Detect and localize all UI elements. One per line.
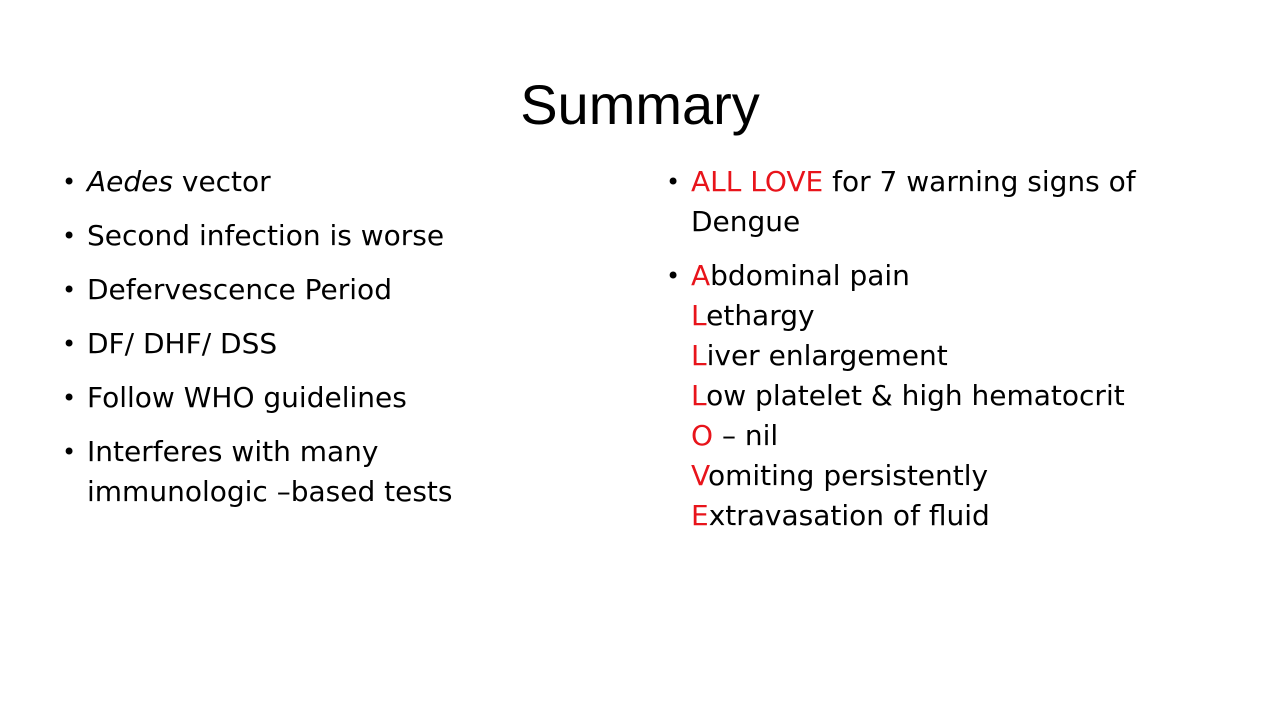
- list-item: [62, 270, 542, 310]
- mnemonic-rest: omiting persistently: [707, 459, 989, 492]
- list-item-text: Defervescence Period: [87, 273, 392, 306]
- list-item-text: DF/ DHF/ DSS: [87, 327, 278, 360]
- list-item-mnemonic: [666, 256, 1186, 536]
- mnemonic-rest: xtravasation of fluid: [708, 499, 990, 532]
- intro-text: for 7 warning signs of Dengue: [691, 165, 1136, 238]
- list-item: [62, 216, 542, 256]
- bullet-icon: •: [62, 384, 77, 412]
- bullet-icon: •: [62, 438, 77, 466]
- mnemonic-rest: – nil: [713, 419, 779, 452]
- list-item-text: Follow WHO guidelines: [87, 381, 407, 414]
- list-item-italic: Aedes: [87, 165, 173, 198]
- mnemonic-line: [691, 416, 1186, 456]
- bullet-icon: •: [62, 222, 77, 250]
- mnemonic-letter: L: [691, 339, 707, 372]
- left-bullet-list: [62, 162, 542, 512]
- bullet-icon: •: [62, 168, 77, 196]
- list-item: [62, 162, 542, 202]
- mnemonic-letter: A: [691, 259, 711, 292]
- list-item-text: Interferes with many immunologic –based tests: [87, 435, 453, 508]
- list-item-text: vector: [172, 165, 271, 198]
- mnemonic-line: [691, 456, 1186, 496]
- bullet-icon: •: [666, 168, 681, 196]
- mnemonic-letter: E: [691, 499, 709, 532]
- mnemonic-letter: V: [691, 459, 708, 492]
- list-item: [62, 378, 542, 418]
- mnemonic-rest: iver enlargement: [706, 339, 948, 372]
- mnemonic-line: [691, 376, 1186, 416]
- list-item-intro: [666, 162, 1186, 242]
- mnemonic-letter: L: [691, 379, 707, 412]
- mnemonic-line: [691, 256, 1186, 296]
- bullet-icon: •: [62, 276, 77, 304]
- mnemonic-rest: ow platelet & high hematocrit: [706, 379, 1125, 412]
- right-column: [666, 162, 1186, 550]
- left-column: [62, 162, 542, 526]
- bullet-icon: •: [62, 330, 77, 358]
- bullet-icon: •: [666, 262, 681, 290]
- list-item: [62, 432, 542, 512]
- mnemonic-letter: O: [691, 419, 714, 452]
- mnemonic-letter: L: [691, 299, 707, 332]
- mnemonic-keyword: ALL LOVE: [691, 165, 824, 198]
- slide-title: Summary: [520, 73, 760, 136]
- mnemonic-rest: ethargy: [706, 299, 815, 332]
- mnemonic-line: [691, 336, 1186, 376]
- mnemonic-line: [691, 496, 1186, 536]
- list-item: [62, 324, 542, 364]
- mnemonic-rest: bdominal pain: [710, 259, 910, 292]
- mnemonic-line: [691, 296, 1186, 336]
- list-item-text: Second infection is worse: [87, 219, 445, 252]
- right-bullet-list: [666, 162, 1186, 536]
